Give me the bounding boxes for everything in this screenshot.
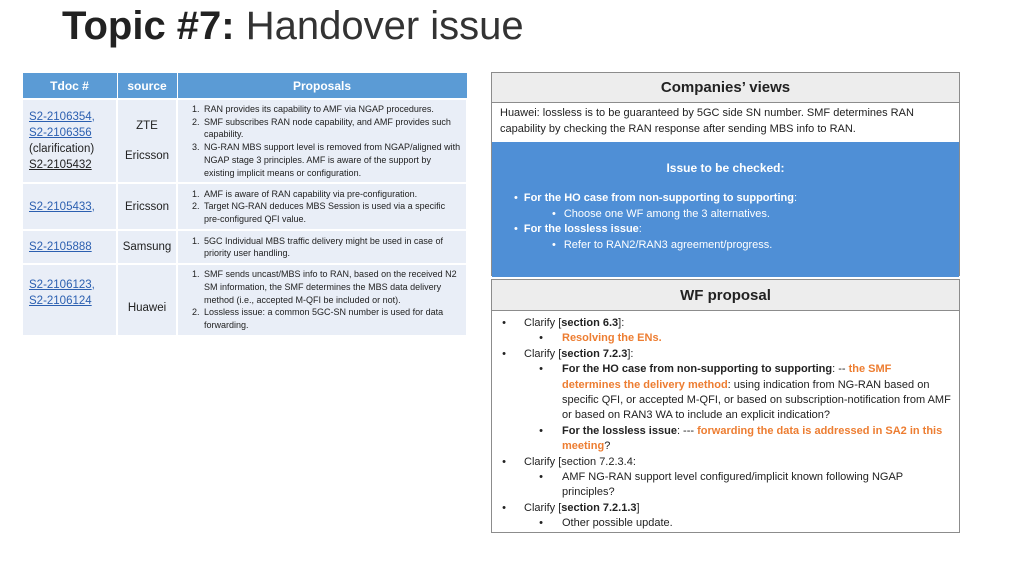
issue-item-colon: : (638, 223, 642, 235)
header-proposals: Proposals (177, 73, 467, 100)
bullet: • (502, 347, 506, 360)
wf-subitem (492, 331, 959, 346)
issue-item-label: For the lossless issue (523, 223, 639, 235)
wf-subtext: Resolving the ENs. (562, 332, 662, 345)
bullet: • (502, 455, 506, 468)
tdoc-cell (22, 264, 117, 336)
tdoc-ref: S2-2105432 (29, 159, 92, 172)
wf-subitem (492, 362, 959, 424)
tdoc-link[interactable]: S2-2106123 (29, 278, 92, 291)
tdoc-cell (22, 183, 117, 230)
proposal-item: 3. NG-RAN MBS support level is removed from NGAP/aligned with NGAP stage 3 principles. AMF is aware of the support by existing implicit means or configuration. (202, 141, 462, 179)
wf-text: ]: (618, 317, 625, 329)
proposal-item: 2. SMF subscribes RAN node capability, and AMF provides such capability. (202, 116, 462, 141)
source-cell (117, 183, 177, 230)
wf-subitem (492, 470, 959, 501)
tdoc-note: (clarification) (29, 143, 95, 156)
tdoc-link[interactable]: S2-2106354 (29, 111, 92, 124)
wf-proposal-body (492, 311, 959, 532)
issue-item (514, 191, 959, 207)
bullet: • (502, 317, 506, 329)
issue-box (492, 142, 959, 277)
wf-text: Clarify [ (524, 317, 562, 329)
source-cell (117, 230, 177, 264)
header-tdoc: Tdoc # (22, 73, 117, 100)
bullet: • (502, 501, 506, 514)
bullet: • (539, 424, 543, 437)
proposal-cell (177, 230, 467, 264)
title-subject: Handover issue (234, 4, 524, 48)
slide-title (62, 2, 524, 50)
wf-proposal-header: WF proposal (492, 280, 959, 311)
source-name: ZTE (136, 120, 158, 133)
source-name: Huawei (127, 301, 167, 314)
bullet: • (539, 517, 543, 530)
issue-list (492, 191, 959, 253)
bullet: • (539, 363, 543, 376)
wf-subtext: ? (604, 440, 611, 453)
proposal-cell (177, 183, 467, 230)
title-topic: Topic #7: (62, 4, 235, 48)
issue-item-colon: : (793, 192, 798, 204)
wf-subitem (492, 424, 959, 455)
tdoc-link[interactable]: S2-2106124 (29, 294, 92, 307)
proposal-item: 2. Target NG-RAN deduces MBS Session is used via a specific pre-configured QFI value. (202, 200, 462, 225)
issue-item (514, 222, 959, 238)
tdoc-link[interactable]: S2-2105888 (29, 241, 92, 254)
wf-highlight: the SMF determines the delivery method (562, 363, 892, 391)
companies-views-header: Companies’ views (492, 73, 959, 103)
wf-text: ]: (627, 347, 634, 360)
proposal-item: 1. 5GC Individual MBS traffic delivery might be used in case of priority user handling. (202, 235, 462, 260)
wf-subitem (492, 516, 959, 531)
proposal-cell (177, 264, 467, 336)
source-name: Samsung (122, 241, 172, 254)
wf-subtext: For the HO case from non-supporting to supporting (562, 363, 833, 376)
proposal-item: 2. Lossless issue: a common 5GC-SN number is used for data forwarding. (202, 306, 462, 331)
wf-subtext: : --- (676, 424, 698, 437)
tdoc-cell (22, 99, 117, 183)
wf-section: section 7.2.1.3 (561, 501, 637, 514)
table-row (22, 230, 467, 264)
tdoc-link[interactable]: S2-2105433 (29, 200, 92, 213)
wf-subtext: : -- (832, 363, 849, 376)
issue-title: Issue to be checked: (666, 161, 785, 175)
tdoc-suffix: , (91, 111, 95, 124)
wf-subtext: AMF NG-RAN support level configured/implicit known following NGAP principles? (562, 471, 903, 499)
proposals-table (21, 72, 468, 337)
wf-section: section 6.3 (561, 317, 619, 329)
wf-item (492, 316, 959, 331)
tdoc-suffix: , (91, 200, 95, 213)
proposal-cell (177, 99, 467, 183)
header-source: source (117, 73, 177, 100)
wf-subtext: For the lossless issue (562, 424, 677, 437)
wf-subtext: Other possible update. (562, 517, 673, 530)
source-name: Ericsson (124, 200, 170, 213)
wf-highlight: forwarding the data is addressed in SA2 in this meeting (562, 424, 943, 453)
tdoc-cell (22, 230, 117, 264)
source-name: Ericsson (124, 150, 170, 163)
wf-text: Clarify [ (524, 347, 562, 360)
wf-text: Clarify [ (524, 501, 562, 514)
huawei-view: Huawei: lossless is to be guaranteed by 5GC side SN number. SMF determines RAN capability by checking the RAN response after sending MBS info to RAN. (500, 107, 914, 135)
table-header-row (22, 73, 467, 100)
issue-subitem: • Choose one WF among the 3 alternatives. (514, 207, 959, 223)
wf-proposal-panel (491, 279, 960, 533)
wf-subtext: : using indication from NG-RAN based on specific QFI, or accepted M-QFI, or based on subscription-notification from AMF or based on RAN3 WA to include an explicit indication? (562, 378, 951, 422)
wf-item (492, 455, 959, 470)
table-row (22, 99, 467, 183)
table-row (22, 264, 467, 336)
wf-text: Clarify [section 7.2.3.4: (524, 455, 636, 468)
wf-item (492, 347, 959, 362)
companies-views-panel (491, 72, 960, 276)
bullet: • (539, 471, 543, 484)
wf-section: section 7.2.3 (561, 347, 628, 360)
proposal-item: 1. RAN provides its capability to AMF via NGAP procedures. (202, 103, 462, 116)
issue-subitem: • Refer to RAN2/RAN3 agreement/progress. (514, 238, 959, 254)
tdoc-suffix: , (91, 278, 95, 291)
tdoc-link[interactable]: S2-2106356 (29, 127, 92, 140)
bullet: • (539, 332, 543, 345)
source-cell (117, 264, 177, 336)
proposal-item: 1. AMF is aware of RAN capability via pre-configuration. (202, 188, 462, 201)
issue-item-label: For the HO case from non-supporting to supporting (523, 192, 794, 204)
wf-item (492, 501, 959, 516)
wf-text: ] (636, 501, 640, 514)
table-row (22, 183, 467, 230)
source-cell (117, 99, 177, 183)
proposal-item: 1. SMF sends uncast/MBS info to RAN, based on the received N2 SM information, the SMF determines the MBS data delivery method (i.e., accepted M-QFI be included or not). (202, 268, 462, 306)
